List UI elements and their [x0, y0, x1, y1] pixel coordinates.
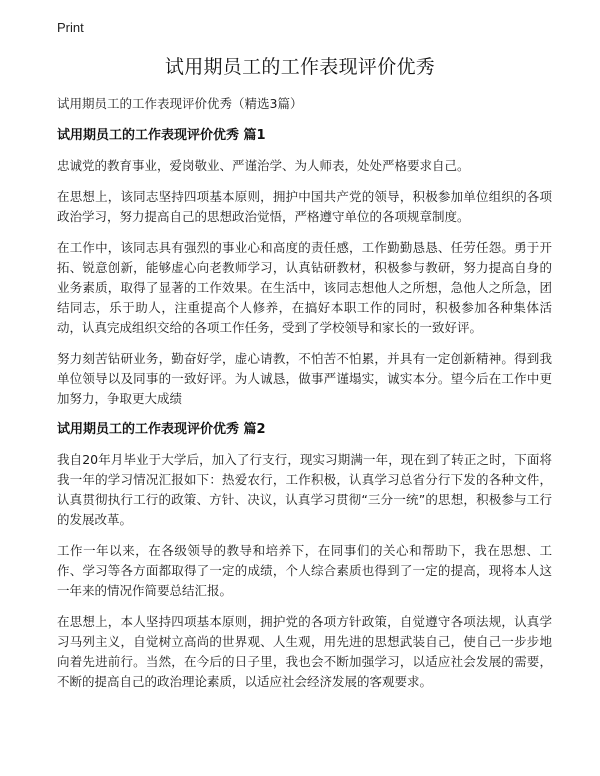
document-subtitle: 试用期员工的工作表现评价优秀（精选3篇） [57, 96, 303, 111]
paragraph: 在工作中，该同志具有强烈的事业心和高度的责任感，工作勤勤恳恳、任劳任怨。勇于开拓、锐意创新，能够虚心向老教师学习，认真钻研教材，积极参与教研，努力提高自身的业务素质，取得了显著的工作效果。在生活中，该同志想他人之所想，急他人之所急，团结同志，乐于助人，注重提高个人修养，在搞好本职工作的同时，积极参加各种集体活动，认真完成组织交给的各项工作任务，受到了学校领导和家长的一致好评。 [57, 240, 552, 335]
document-body [57, 94, 552, 703]
paragraph: 工作一年以来，在各级领导的教导和培养下，在同事们的关心和帮助下，我在思想、工作、学习等各方面都取得了一定的成绩，个人综合素质也得到了一定的提高，现将本人这一年来的情况作简要总结汇报。 [57, 543, 552, 598]
section-1 [57, 126, 552, 409]
print-link[interactable]: Print [57, 20, 84, 35]
paragraph: 我自20年月毕业于大学后，加入了行支行，现实习期满一年，现在到了转正之时，下面将我一年的学习情况汇报如下：热爱农行，工作积极，认真学习总省分行下发的各种文件，认真贯彻执行工行的政策、方针、决议，认真学习贯彻“三分一统”的思想，积极参与工行的发展改革。 [57, 452, 552, 527]
section-heading: 试用期员工的工作表现评价优秀 篇1 [57, 128, 266, 143]
paragraph: 在思想上，本人坚持四项基本原则，拥护党的各项方针政策，自觉遵守各项法规，认真学习马列主义，自觉树立高尚的世界观、人生观，用先进的思想武装自己，使自己一步步地向着先进前行。当然，在今后的日子里，我也会不断加强学习，以适应社会发展的需要，不断的提高自己的政治理论素质，以适应社会经济发展的客观要求。 [57, 614, 552, 689]
paragraph: 忠诚党的教育事业，爱岗敬业、严谨治学、为人师表，处处严格要求自己。 [57, 158, 470, 173]
page-title: 试用期员工的工作表现评价优秀 [164, 56, 436, 78]
section-heading: 试用期员工的工作表现评价优秀 篇2 [57, 422, 266, 437]
paragraph: 努力刻苦钻研业务，勤奋好学，虚心请教，不怕苦不怕累，并具有一定创新精神。得到我单位领导以及同事的一致好评。为人诚恳，做事严谨塌实，诚实本分。望今后在工作中更加努力，争取更大成绩 [57, 351, 552, 406]
paragraph: 在思想上，该同志坚持四项基本原则，拥护中国共产党的领导，积极参加单位组织的各项政治学习，努力提高自己的思想政治觉悟，严格遵守单位的各项规章制度。 [57, 189, 552, 224]
section-2 [57, 420, 552, 692]
